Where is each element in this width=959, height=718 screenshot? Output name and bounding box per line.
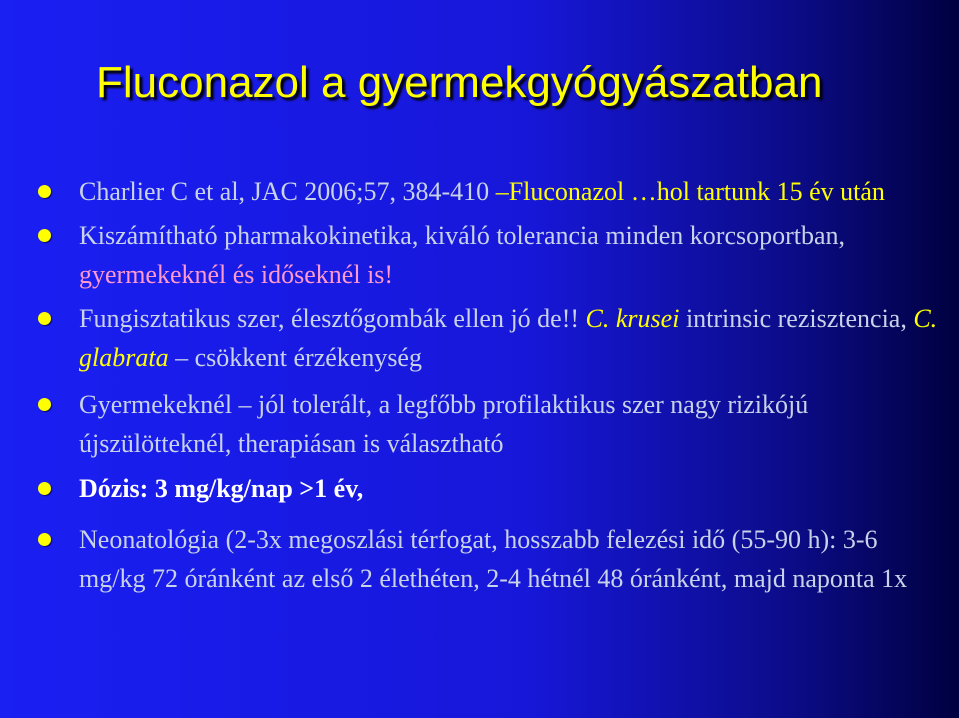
pharmacokinetics-text: Kiszámítható pharmakokinetika, kiváló tolerancia minden korcsoportban, [79, 221, 846, 250]
bullet-list [38, 172, 938, 598]
bullet-dot-icon [38, 482, 51, 495]
age-groups-highlight: gyermekeknél és időseknél is! [79, 260, 394, 289]
reference-citation: Charlier C et al, JAC 2006;57, 384-410 [79, 177, 496, 206]
dosage-text: Dózis: 3 mg/kg/nap >1 év, [79, 474, 364, 503]
species-c-krusei: C. krusei [585, 304, 680, 333]
bullet-item-resistance [38, 299, 938, 377]
fungistatic-text: Fungisztatikus szer, élesztőgombák ellen jó de!! [79, 304, 586, 333]
bullet-item-reference [38, 172, 938, 211]
reduced-sensitivity-text: – csökkent érzékenység [168, 343, 422, 372]
neonatology-text: Neonatológia (2-3x megoszlási térfogat, hosszabb felezési idő (55-90 h): 3-6 mg/kg 72 óránként az első 2 élethéten, 2-4 hétnél 48 óránként, majd naponta 1x [79, 525, 908, 593]
bullet-dot-icon [38, 398, 51, 411]
bullet-dot-icon [38, 533, 51, 546]
bullet-item-children [38, 385, 938, 463]
intrinsic-resistance-text: intrinsic rezisztencia, [679, 304, 914, 333]
bullet-item-dosage [38, 469, 938, 508]
bullet-item-neonatology [38, 520, 938, 598]
bullet-dot-icon [38, 312, 51, 325]
slide-title: Fluconazol a gyermekgyógyászatban [96, 58, 823, 107]
species-c-glabrata: C. glabrata [79, 304, 938, 372]
bullet-dot-icon [38, 229, 51, 242]
children-tolerance-text: Gyermekeknél – jól tolerált, a legfőbb profilaktikus szer nagy rizikójú újszülötteknél, therapiásan is választható [79, 390, 809, 458]
bullet-item-pharmacokinetics [38, 216, 938, 294]
bullet-dot-icon [38, 185, 51, 198]
reference-title: –Fluconazol …hol tartunk 15 év után [495, 177, 885, 206]
